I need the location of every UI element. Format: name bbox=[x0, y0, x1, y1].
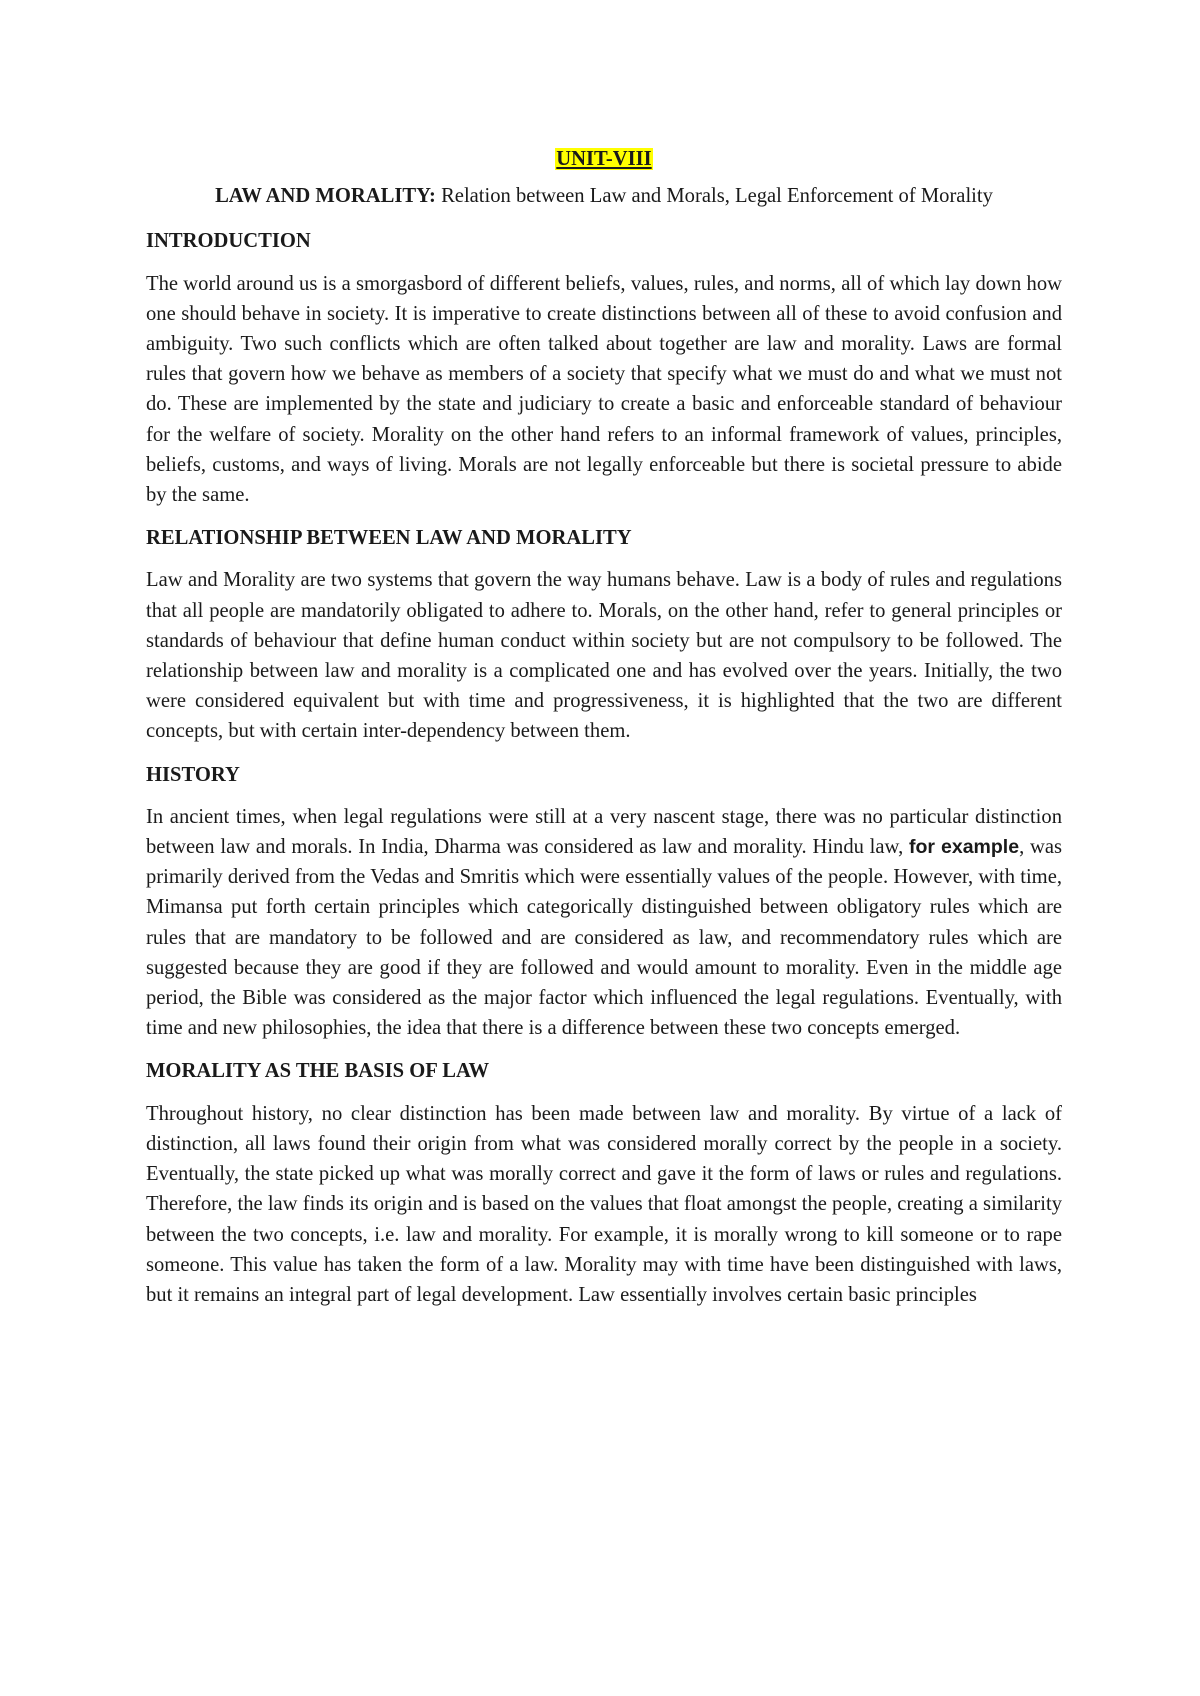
unit-title-text: UNIT-VIII bbox=[556, 148, 652, 170]
paragraph-introduction: The world around us is a smorgasbord of different beliefs, values, rules, and norms, all of which lay down how one should behave in society. It is imperative to create distinctions between all of these to avoid confusion and ambiguity. Two such conflicts which are often talked about together are law and morality. Laws are formal rules that govern how we behave as members of a society that specify what we must do and what we must not do. These are implemented by the state and judiciary to create a basic and enforceable standard of behaviour for the welfare of society. Morality on the other hand refers to an informal framework of values, principles, beliefs, customs, and ways of living. Morals are not legally enforceable but there is societal pressure to abide by the same. bbox=[146, 272, 1062, 507]
paragraph-relationship: Law and Morality are two systems that govern the way humans behave. Law is a body of rules and regulations that all people are mandatorily obligated to adhere to. Morals, on the other hand, refer to general principles or standards of behaviour that define human conduct within society but are not compulsory to be followed. The relationship between law and morality is a complicated one and has evolved over the years. Initially, the two were considered equivalent but with time and progressiveness, it is highlighted that the two are different concepts, but with certain inter-dependency between them. bbox=[146, 569, 1062, 743]
subtitle-rest: Relation between Law and Morals, Legal Enforcement of Morality bbox=[435, 185, 993, 208]
unit-title bbox=[146, 144, 1062, 174]
history-bold-phrase: for example bbox=[909, 836, 1020, 859]
heading-basis: MORALITY AS THE BASIS OF LAW bbox=[146, 1060, 490, 1083]
paragraph-basis: Throughout history, no clear distinction has been made between law and morality. By virtue of a lack of distinction, all laws found their origin from what was considered morally correct by the people in a society. Eventually, the state picked up what was morally correct and gave it the form of laws or rules and regulations. Therefore, the law finds its origin and is based on the values that float amongst the people, creating a similarity between the two concepts, i.e. law and morality. For example, it is morally wrong to kill someone or to rape someone. This value has taken the form of a law. Morality may with time have been distinguished with laws, but it remains an integral part of legal development. Law essentially involves certain basic principles bbox=[146, 1102, 1062, 1306]
history-text-before: In ancient times, when legal regulations were still at a very nascent stage, there was no particular distinction between law and morals. In India, Dharma was considered as law and morality. Hindu law, bbox=[146, 805, 1062, 859]
paragraph-history bbox=[146, 802, 1062, 1044]
subtitle-lead: LAW AND MORALITY: bbox=[215, 185, 436, 208]
heading-relationship: RELATIONSHIP BETWEEN LAW AND MORALITY bbox=[146, 527, 632, 550]
document-subtitle bbox=[146, 181, 1062, 211]
document-content bbox=[146, 144, 1062, 1323]
heading-introduction: INTRODUCTION bbox=[146, 230, 311, 253]
history-text-after: , was primarily derived from the Vedas and Smritis which were essentially values of the people. However, with time, Mimansa put forth certain principles which categorically distinguished between obligatory rules which are rules that are mandatory to be followed and are considered as law, and recommendatory rules which are suggested because they are good if they are followed and would amount to morality. Even in the middle age period, the Bible was considered as the major factor which influenced the legal regulations. Eventually, with time and new philosophies, the idea that there is a difference between these two concepts emerged. bbox=[146, 836, 1063, 1040]
heading-history: HISTORY bbox=[146, 763, 240, 786]
